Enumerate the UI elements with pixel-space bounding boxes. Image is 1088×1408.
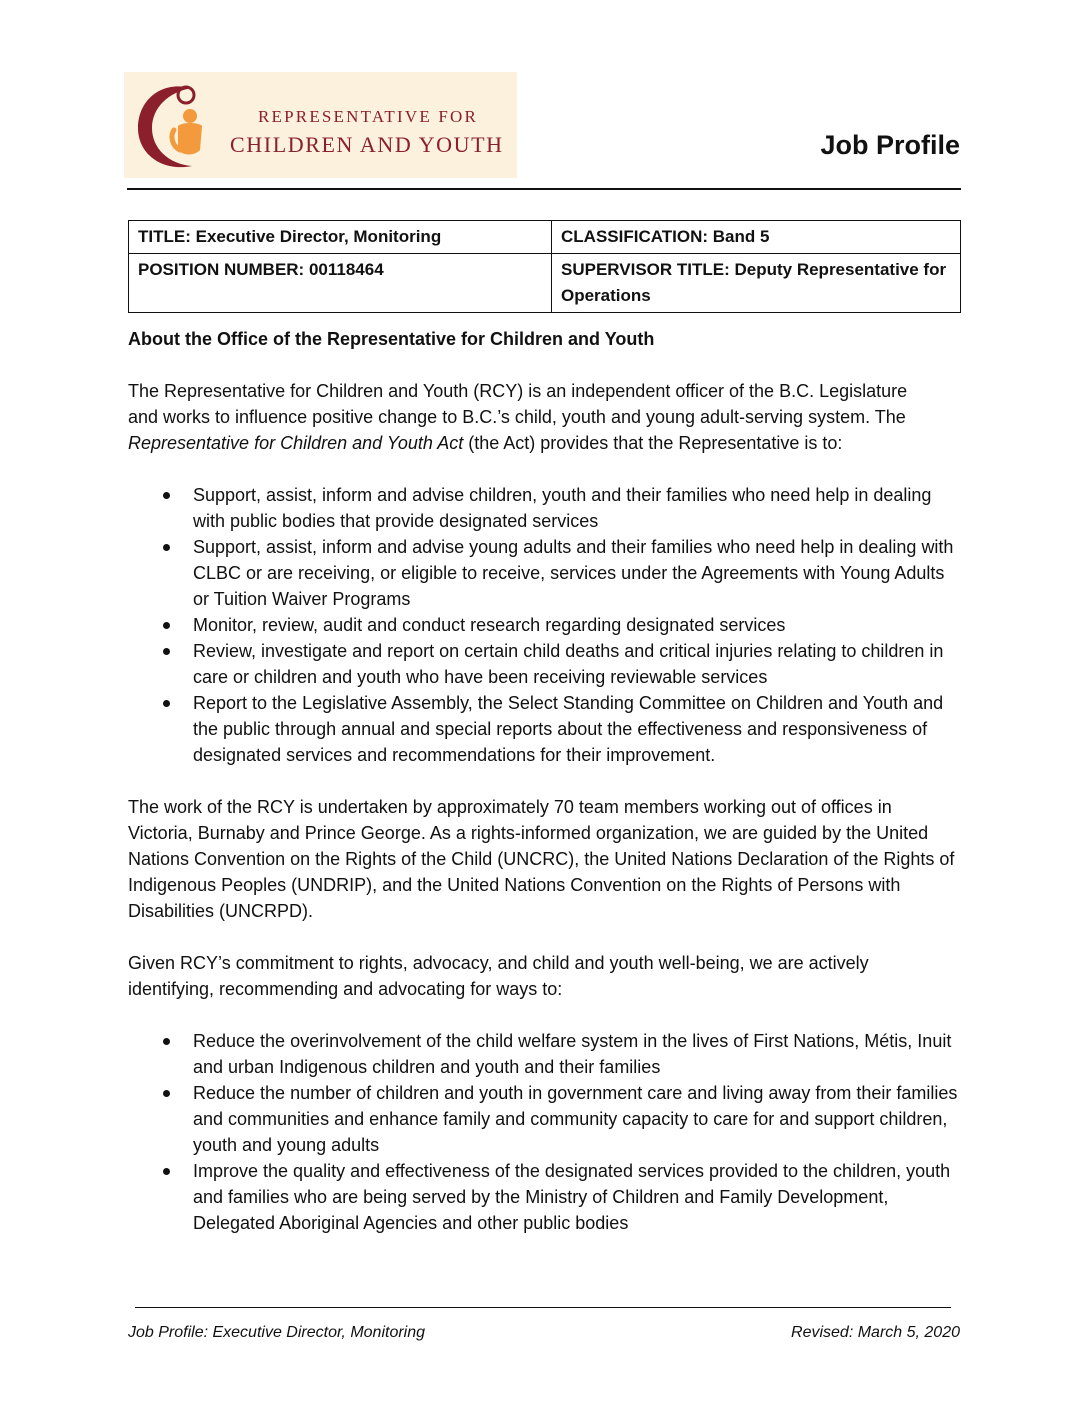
list-item: Support, assist, inform and advise young adults and their families who need help in dealing with CLBC or are receiving, or eligible to receive, services under the Agreements with Young Adults or Tuition Waiver Programs [128,534,963,612]
rcy-logo [124,72,517,178]
list-item: Reduce the number of children and youth in government care and living away from their families and communities and enhance family and community capacity to care for and support children, youth and young adults [128,1080,963,1158]
logo-line-1: REPRESENTATIVE FOR [258,107,479,126]
footer-divider [135,1307,951,1308]
list-item: Report to the Legislative Assembly, the Select Standing Committee on Children and Youth and the public through annual and special reports about the effectiveness and responsiveness of designated services and recommendations for their improvement. [128,690,963,768]
goals-list [128,1028,968,1236]
footer-revised-date: Revised: March 5, 2020 [791,1324,960,1341]
intro-paragraph [128,378,918,456]
classification-cell: CLASSIFICATION: Band 5 [552,221,961,254]
position-info-table [128,220,961,313]
table-row [129,221,961,254]
page-title: Job Profile [820,130,960,160]
list-item: Support, assist, inform and advise children, youth and their families who need help in dealing with public bodies that provide designated services [128,482,963,534]
list-item: Monitor, review, audit and conduct research regarding designated services [128,612,963,638]
commitment-paragraph: Given RCY’s commitment to rights, advocacy, and child and youth well-being, we are actively identifying, recommending and advocating for ways to: [128,953,869,999]
position-number-cell: POSITION NUMBER: 00118464 [129,254,552,313]
document-body [128,326,968,1236]
duties-list [128,482,968,768]
footer-job-title: Job Profile: Executive Director, Monitoring [128,1324,426,1341]
supervisor-cell: SUPERVISOR TITLE: Deputy Representative for Operations [552,254,961,313]
work-paragraph: The work of the RCY is undertaken by approximately 70 team members working out of offices in Victoria, Burnaby and Prince George. As a rights-informed organization, we are guided by the United Nations Convention on the Rights of the Child (UNCRC), the United Nations Declaration of the Rights of Indigenous Peoples (UNDRIP), and the United Nations Convention on the Rights of Persons with Disabilities (UNCRPD). [128,797,955,921]
section-heading: About the Office of the Representative for Children and Youth [128,329,655,349]
header-divider [127,188,961,190]
table-row [129,254,961,313]
act-name: Representative for Children and Youth Act [128,433,464,453]
list-item: Review, investigate and report on certain child deaths and critical injuries relating to children in care or children and youth who have been receiving reviewable services [128,638,963,690]
rcy-logo-mark-icon [134,80,224,172]
title-cell: TITLE: Executive Director, Monitoring [129,221,552,254]
intro-text: The Representative for Children and Youth (RCY) is an independent officer of the B.C. Legislature and works to influence positive change to B.C.’s child, youth and young adult-serving system. The [128,381,908,427]
list-item: Improve the quality and effectiveness of the designated services provided to the children, youth and families who are being served by the Ministry of Children and Family Development, Delegated Aboriginal Agencies and other public bodies [128,1158,963,1236]
list-item: Reduce the overinvolvement of the child welfare system in the lives of First Nations, Métis, Inuit and urban Indigenous children and youth and their families [128,1028,963,1080]
logo-line-2: CHILDREN AND YOUTH [230,132,504,157]
intro-text-end: (the Act) provides that the Representative is to: [463,433,843,453]
